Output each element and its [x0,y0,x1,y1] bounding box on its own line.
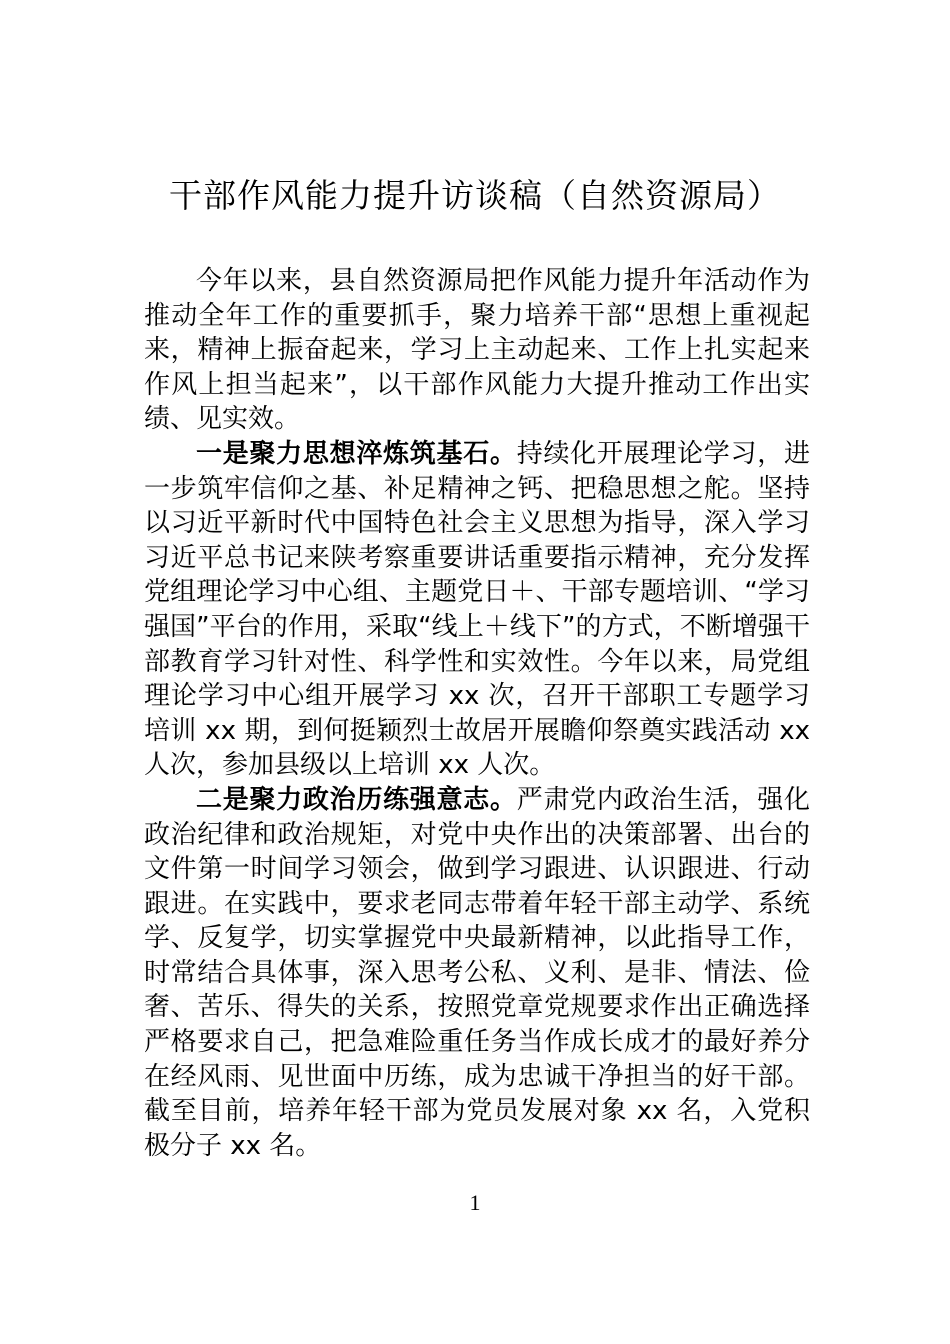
paragraph-intro [144,264,810,437]
paragraph-section-1 [144,437,810,783]
section-heading: 二是聚力政治历练强意志。 [196,784,517,815]
section-heading: 一是聚力思想淬炼筑基石。 [196,438,517,469]
paragraph-text: 严肃党内政治生活，强化政治纪律和政治规矩，对党中央作出的决策部署、出台的文件第一时间学习领会，做到学习跟进、认识跟进、行动跟进。在实践中，要求老同志带着年轻干部主动学、系统学、反复学，切实掌握党中央最新精神，以此指导工作，时常结合具体事，深入思考公私、义利、是非、情法、俭奢、苦乐、得失的关系，按照党章党规要求作出正确选择严格要求自己，把急难险重任务当作成长成才的最好养分在经风雨、见世面中历练，成为忠诚干净担当的好干部。截至目前，培养年轻干部为党员发展对象 xx 名，入党积极分子 xx 名。 [144,784,810,1161]
paragraph-text: 持续化开展理论学习，进一步筑牢信仰之基、补足精神之钙、把稳思想之舵。坚持以习近平新时代中国特色社会主义思想为指导，深入学习习近平总书记来陕考察重要讲话重要指示精神，充分发挥党组理论学习中心组、主题党日＋、干部专题培训、“学习强国”平台的作用，采取“线上＋线下”的方式，不断增强干部教育学习针对性、科学性和实效性。今年以来，局党组理论学习中心组开展学习 xx 次，召开干部职工专题学习培训 xx 期，到何挺颖烈士故居开展瞻仰祭奠实践活动 xx 人次，参加县级以上培训 xx 人次。 [144,438,810,781]
page-number: 1 [469,1190,481,1215]
document-title: 干部作风能力提升访谈稿（自然资源局） [169,176,781,215]
paragraph-section-2 [144,783,810,1164]
paragraph-text: 今年以来，县自然资源局把作风能力提升年活动作为推动全年工作的重要抓手，聚力培养干部“思想上重视起来，精神上振奋起来，学习上主动起来、工作上扎实起来作风上担当起来”，以干部作风能力大提升推动工作出实绩、见实效。 [144,266,810,435]
document-body [144,264,810,1163]
